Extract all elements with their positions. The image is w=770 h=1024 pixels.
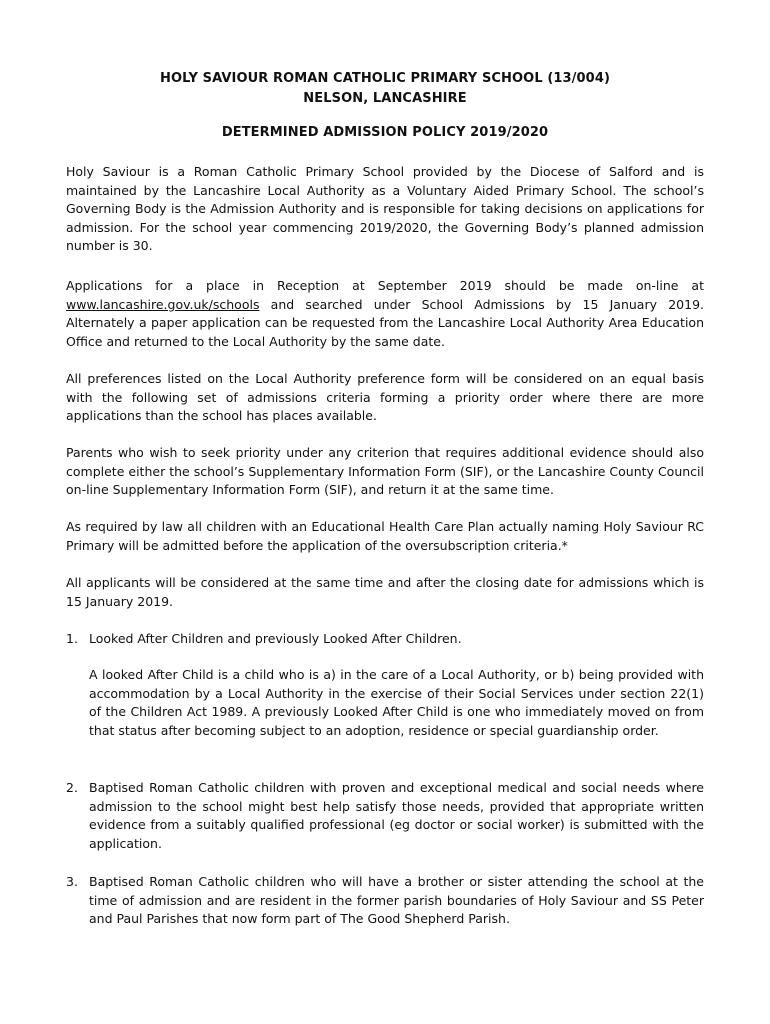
criterion-text: Baptised Roman Catholic children with proven and exceptional medical and social needs where admission to the school might best help satisfy those needs, provided that appropriate written evidence from a suitably qualified professional (eg doctor or social worker) is submitted with the application. bbox=[89, 780, 704, 851]
intro-paragraph: Holy Saviour is a Roman Catholic Primary School provided by the Diocese of Salford and is maintained by the Lancashire Local Authority as a Voluntary Aided Primary School. The school’s Governing Body is the Admission Authority and is responsible for taking decisions on applications for admission. For the school year commencing 2019/2020, the Governing Body’s planned admission number is 30. bbox=[66, 164, 704, 254]
supplementary-form-paragraph: Parents who wish to seek priority under any criterion that requires additional evidence should also complete either the school’s Supplementary Information Form (SIF), or the Lancashire County Council on-line Supplementary Information Form (SIF), and return it at the same time. bbox=[66, 445, 704, 498]
closing-date-paragraph: All applicants will be considered at the same time and after the closing date for admissions which is 15 January 2019. bbox=[66, 575, 704, 609]
preferences-paragraph: All preferences listed on the Local Authority preference form will be considered on an equal basis with the following set of admissions criteria forming a priority order where there are more applications than the school has places available. bbox=[66, 371, 704, 424]
location-heading: NELSON, LANCASHIRE bbox=[303, 91, 467, 106]
school-name-heading: HOLY SAVIOUR ROMAN CATHOLIC PRIMARY SCHOOL (13/004) bbox=[159, 71, 611, 86]
criterion-text: Baptised Roman Catholic children who will have a brother or sister attending the school at the time of admission and are resident in the former parish boundaries of Holy Saviour and SS Peter and Paul Parishes that now form part of The Good Shepherd Parish. bbox=[89, 874, 704, 927]
criterion-item bbox=[66, 779, 704, 853]
criterion-detail-text: A looked After Child is a child who is a) in the care of a Local Authority, or b) being provided with accommodation by a Local Authority in the exercise of their Social Services under section 22(1) of the Children Act 1989. A previously Looked After Child is one who immediately moved on from that status after becoming subject to an adoption, residence or special guardianship order. bbox=[89, 667, 704, 738]
lancashire-schools-link[interactable]: www.lancashire.gov.uk/schools bbox=[66, 296, 260, 312]
criterion-number: 3. bbox=[66, 874, 78, 889]
criterion-text: Looked After Children and previously Looked After Children. bbox=[89, 631, 462, 646]
criterion-number: 2. bbox=[66, 780, 78, 795]
criterion-number: 1. bbox=[66, 631, 78, 646]
criterion-detail bbox=[66, 666, 704, 740]
criterion-item bbox=[66, 873, 704, 929]
applications-text-end: and searched under School Admissions by 15 January 2019. Alternately a paper application can be requested from the Lancashire Local Authority Area Education Office and returned to the Local Authority by the same date. bbox=[66, 296, 704, 349]
criterion-item bbox=[66, 630, 704, 649]
applications-text-start: Applications for a place in Reception at September 2019 should be made on-line at bbox=[66, 278, 704, 293]
ehcp-paragraph: As required by law all children with an Educational Health Care Plan actually naming Holy Saviour RC Primary will be admitted before the application of the oversubscription criteria.* bbox=[66, 519, 704, 553]
applications-paragraph bbox=[66, 277, 704, 351]
policy-title-heading: DETERMINED ADMISSION POLICY 2019/2020 bbox=[221, 125, 549, 140]
